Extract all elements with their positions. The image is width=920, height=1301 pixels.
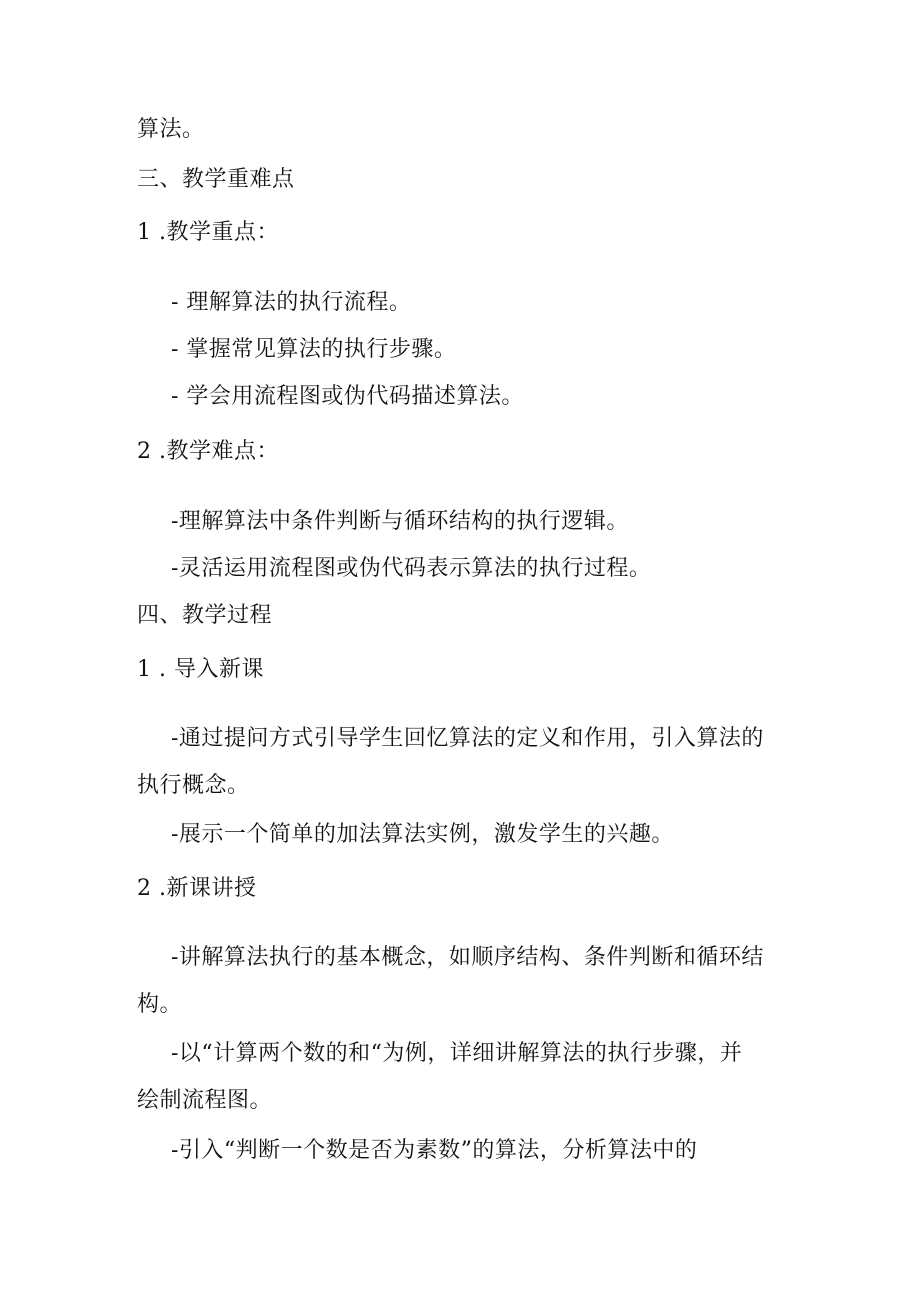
paragraph-line: 执行概念。 — [137, 773, 250, 798]
subheading-new-lesson: 2 .新课讲授 — [137, 876, 257, 901]
paragraph-line: -讲解算法执行的基本概念，如顺序结构、条件判断和循环结 — [171, 945, 764, 970]
bullet-item: -展示一个简单的加法算法实例，激发学生的兴趣。 — [171, 822, 674, 847]
subheading-teaching-focus: 1 .教学重点： — [137, 220, 279, 245]
bullet-item: -灵活运用流程图或伪代码表示算法的执行过程。 — [171, 556, 652, 581]
bullet-item: - 学会用流程图或伪代码描述算法。 — [171, 384, 524, 409]
paragraph-line: 构。 — [137, 992, 183, 1017]
bullet-item: -理解算法中条件判断与循环结构的执行逻辑。 — [171, 509, 629, 534]
section-heading-process: 四、教学过程 — [137, 603, 273, 628]
section-heading-key-points: 三、教学重难点 — [137, 167, 295, 192]
paragraph-line: 绘制流程图。 — [137, 1088, 273, 1113]
bullet-item: - 理解算法的执行流程。 — [171, 290, 412, 315]
paragraph-line: -以“计算两个数的和“为例，详细讲解算法的执行步骤，并 — [171, 1041, 743, 1066]
subheading-teaching-difficulty: 2 .教学难点： — [137, 439, 279, 464]
paragraph-line: -通过提问方式引导学生回忆算法的定义和作用，引入算法的 — [171, 726, 764, 751]
text-line-continuation: 算法。 — [137, 117, 205, 142]
subheading-introduction: 1 . 导入新课 — [137, 657, 264, 682]
bullet-item: - 掌握常见算法的执行步骤。 — [171, 337, 457, 362]
paragraph-line: -引入“判断一个数是否为素数”的算法，分析算法中的 — [171, 1138, 698, 1163]
